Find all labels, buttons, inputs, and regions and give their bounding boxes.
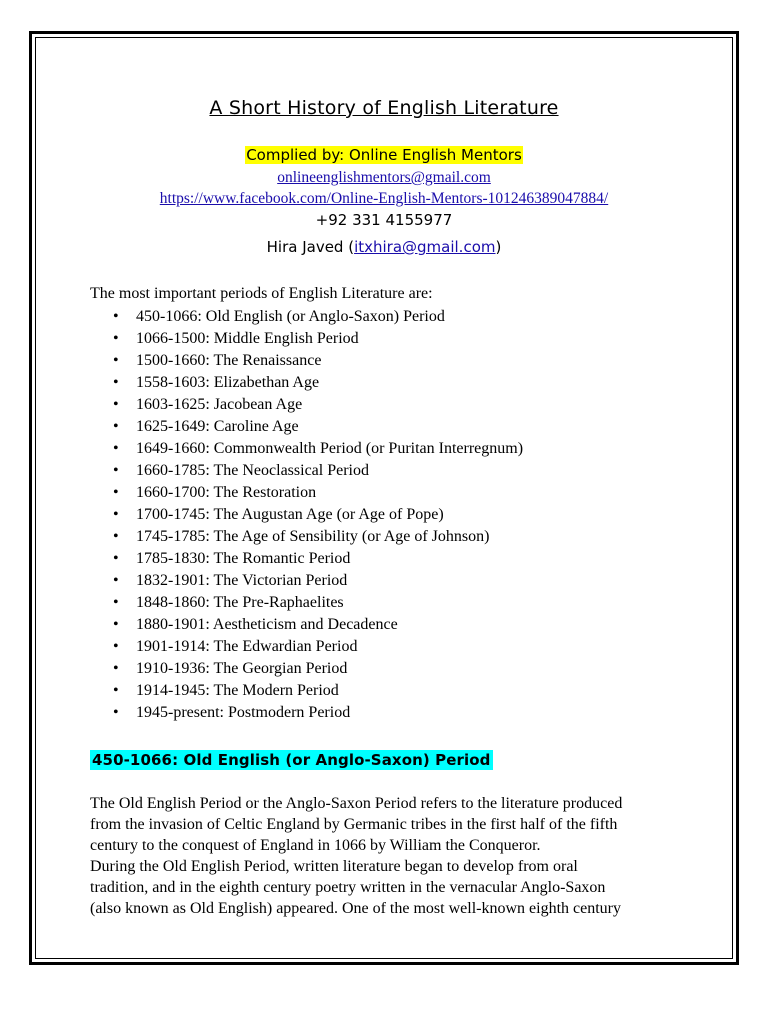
list-item-text: 1603-1625: Jacobean Age: [136, 396, 303, 413]
list-item: [90, 526, 523, 548]
list-item-text: 1625-1649: Caroline Age: [136, 418, 299, 435]
bullet-icon: •: [113, 638, 119, 655]
body-line: The Old English Period or the Anglo-Saxon Period refers to the literature produced: [90, 795, 623, 812]
phone-number: +92 331 4155977: [315, 211, 453, 229]
bullet-icon: •: [113, 616, 119, 633]
periods-list: [90, 306, 523, 724]
bullet-icon: •: [113, 704, 119, 721]
body-line: tradition, and in the eighth century poetry written in the vernacular Anglo-Saxon: [90, 879, 606, 896]
bullet-icon: •: [113, 330, 119, 347]
list-item-text: 1558-1603: Elizabethan Age: [136, 374, 320, 391]
list-item: [90, 394, 523, 416]
list-item-text: 1660-1700: The Restoration: [136, 484, 317, 501]
bullet-icon: •: [113, 418, 119, 435]
list-item-text: 1700-1745: The Augustan Age (or Age of Pope): [136, 506, 444, 523]
list-item: [90, 680, 523, 702]
list-item-text: 1500-1660: The Renaissance: [136, 352, 322, 369]
facebook-link[interactable]: https://www.facebook.com/Online-English-Mentors-101246389047884/: [159, 190, 609, 207]
bullet-icon: •: [113, 660, 119, 677]
bullet-icon: •: [113, 506, 119, 523]
bullet-icon: •: [113, 572, 119, 589]
list-item: [90, 416, 523, 438]
list-item-text: 1832-1901: The Victorian Period: [136, 572, 348, 589]
bullet-icon: •: [113, 528, 119, 545]
list-item: [90, 658, 523, 680]
list-item: [90, 592, 523, 614]
bullet-icon: •: [113, 462, 119, 479]
bullet-icon: •: [113, 682, 119, 699]
list-item-text: 1785-1830: The Romantic Period: [136, 550, 351, 567]
bullet-icon: •: [113, 440, 119, 457]
list-item-text: 1914-1945: The Modern Period: [136, 682, 339, 699]
facebook-line: [0, 190, 768, 208]
author-name: Hira Javed (: [266, 238, 355, 256]
list-item-text: 1649-1660: Commonwealth Period (or Puritan Interregnum): [136, 440, 524, 457]
list-item-text: 1848-1860: The Pre-Raphaelites: [136, 594, 344, 611]
list-item: [90, 460, 523, 482]
bullet-icon: •: [113, 308, 119, 325]
email-line: [0, 169, 768, 187]
author-email-link[interactable]: itxhira@gmail.com: [354, 238, 496, 256]
list-item-text: 1901-1914: The Edwardian Period: [136, 638, 358, 655]
bullet-icon: •: [113, 594, 119, 611]
intro-text: The most important periods of English Literature are:: [90, 285, 433, 302]
body-line: from the invasion of Celtic England by Germanic tribes in the first half of the fifth: [90, 816, 618, 833]
compiled-by-text: Complied by: Online English Mentors: [246, 146, 522, 164]
list-item: [90, 504, 523, 526]
list-item: [90, 570, 523, 592]
document-title: A Short History of English Literature: [209, 97, 559, 119]
list-item-text: 1745-1785: The Age of Sensibility (or Age of Johnson): [136, 528, 490, 545]
bullet-icon: •: [113, 352, 119, 369]
body-paragraph: [90, 793, 690, 919]
list-item: [90, 636, 523, 658]
bullet-icon: •: [113, 484, 119, 501]
list-item: [90, 306, 523, 328]
body-line: (also known as Old English) appeared. One of the most well-known eighth century: [90, 900, 621, 917]
list-item: [90, 438, 523, 460]
body-line: During the Old English Period, written literature began to develop from oral: [90, 858, 578, 875]
email-link[interactable]: onlineenglishmentors@gmail.com: [277, 169, 491, 186]
list-item: [90, 548, 523, 570]
bullet-icon: •: [113, 374, 119, 391]
list-item: [90, 702, 523, 724]
body-line: century to the conquest of England in 1066 by William the Conqueror.: [90, 837, 541, 854]
author-line: [0, 238, 768, 256]
bullet-icon: •: [113, 550, 119, 567]
list-item-text: 1660-1785: The Neoclassical Period: [136, 462, 369, 479]
section-heading: 450-1066: Old English (or Anglo-Saxon) Period: [92, 751, 491, 769]
bullet-icon: •: [113, 396, 119, 413]
list-item: [90, 372, 523, 394]
compiled-by: [0, 146, 768, 164]
list-item-text: 450-1066: Old English (or Anglo-Saxon) Period: [136, 308, 445, 325]
list-item-text: 1880-1901: Aestheticism and Decadence: [136, 616, 398, 633]
list-item-text: 1945-present: Postmodern Period: [136, 704, 351, 721]
list-item: [90, 350, 523, 372]
author-suffix: ): [495, 238, 502, 256]
list-item: [90, 482, 523, 504]
list-item: [90, 614, 523, 636]
list-item-text: 1066-1500: Middle English Period: [136, 330, 359, 347]
list-item: [90, 328, 523, 350]
list-item-text: 1910-1936: The Georgian Period: [136, 660, 348, 677]
